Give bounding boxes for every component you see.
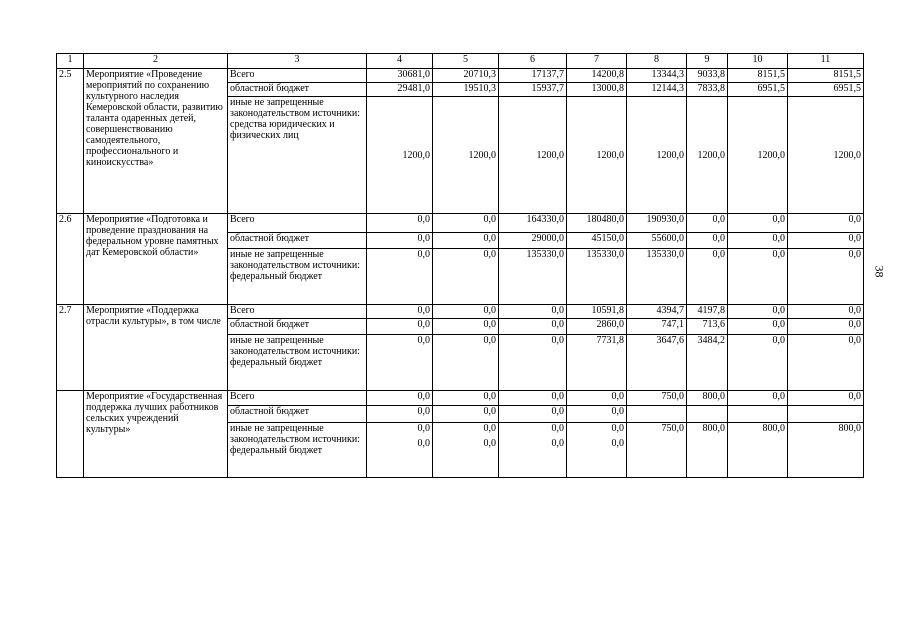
value-cell: 29481,0	[367, 83, 433, 97]
value-cell: 1200,0	[788, 97, 864, 214]
value-cell: 10591,8	[567, 305, 627, 319]
value-cell	[728, 406, 788, 423]
column-header: 10	[728, 54, 788, 69]
budget-table	[56, 53, 864, 478]
value-cell: 713,6	[687, 319, 728, 335]
value-cell: 1200,0	[433, 97, 499, 214]
value-cell: 0,0	[433, 249, 499, 305]
value-cell: 0,0	[367, 233, 433, 249]
value-cell: 8151,5	[728, 69, 788, 83]
funding-source: областной бюджет	[228, 319, 367, 335]
table-row	[57, 391, 864, 406]
value-cell: 2860,0	[567, 319, 627, 335]
column-header: 6	[499, 54, 567, 69]
value-cell: 0,0	[499, 305, 567, 319]
value-cell: 45150,0	[567, 233, 627, 249]
value-cell: 0,0	[433, 335, 499, 391]
value-cell: 180480,0	[567, 214, 627, 233]
value-cell: 750,0	[627, 423, 687, 478]
table-row	[57, 305, 864, 319]
value-cell: 0,0	[728, 391, 788, 406]
value-cell: 135330,0	[627, 249, 687, 305]
page-number: 38	[872, 265, 887, 278]
value-cell: 0,0	[367, 406, 433, 423]
column-header: 5	[433, 54, 499, 69]
value-cell: 800,0	[788, 423, 864, 478]
column-header: 7	[567, 54, 627, 69]
row-index: 2.6	[57, 214, 84, 305]
value-line: 0,0	[611, 438, 624, 449]
row-index: 2.5	[57, 69, 84, 214]
value-cell	[687, 406, 728, 423]
table-row	[57, 69, 864, 83]
funding-source: Всего	[228, 69, 367, 83]
value-cell: 0,0	[788, 233, 864, 249]
column-header: 2	[84, 54, 228, 69]
value-cell: 0,0	[687, 249, 728, 305]
value-cell: 8151,5	[788, 69, 864, 83]
funding-source: областной бюджет	[228, 233, 367, 249]
value-cell: 0,0	[367, 305, 433, 319]
value-cell: 0,0	[367, 249, 433, 305]
value-cell: 0,0	[499, 319, 567, 335]
column-header: 8	[627, 54, 687, 69]
table-row	[57, 214, 864, 233]
value-cell: 0,0	[499, 335, 567, 391]
column-header: 1	[57, 54, 84, 69]
funding-source: Всего	[228, 305, 367, 319]
value-cell: 0,0	[728, 214, 788, 233]
value-cell: 1200,0	[627, 97, 687, 214]
value-cell: 12144,3	[627, 83, 687, 97]
value-cell: 17137,7	[499, 69, 567, 83]
value-cell: 0,0	[433, 305, 499, 319]
value-cell: 0,0	[788, 335, 864, 391]
value-line: 0,0	[611, 423, 624, 434]
value-line: 0,0	[483, 438, 496, 449]
value-cell: 800,0	[687, 423, 728, 478]
funding-source: Всего	[228, 391, 367, 406]
activity-name: Мероприятие «Поддержка отрасли культуры», в том числе	[84, 305, 228, 391]
value-cell: 0,0	[788, 319, 864, 335]
activity-name: Мероприятие «Проведение мероприятий по сохранению культурного наследия Кемеровской области, развитию таланта одаренных детей, совершенствованию самодеятельного, профессионального и киноискусства»	[84, 69, 228, 214]
value-cell: 1200,0	[687, 97, 728, 214]
value-cell: 6951,5	[788, 83, 864, 97]
value-cell: 190930,0	[627, 214, 687, 233]
value-cell: 0,0	[433, 233, 499, 249]
column-header: 11	[788, 54, 864, 69]
value-cell: 7731,8	[567, 335, 627, 391]
value-cell: 3647,6	[627, 335, 687, 391]
funding-source: иные не запрещенные законодательством источники: федеральный бюджет	[228, 335, 367, 391]
value-cell	[499, 423, 567, 478]
value-cell	[367, 423, 433, 478]
value-cell: 15937,7	[499, 83, 567, 97]
value-cell: 55600,0	[627, 233, 687, 249]
value-cell: 13344,3	[627, 69, 687, 83]
activity-name: Мероприятие «Государственная поддержка лучших работников сельских учреждений культуры»	[84, 391, 228, 478]
value-cell: 0,0	[728, 249, 788, 305]
value-cell: 30681,0	[367, 69, 433, 83]
value-cell: 9033,8	[687, 69, 728, 83]
row-index	[57, 391, 84, 478]
value-cell: 0,0	[788, 214, 864, 233]
value-cell: 0,0	[433, 214, 499, 233]
value-cell: 0,0	[728, 233, 788, 249]
value-cell: 0,0	[433, 406, 499, 423]
value-cell: 0,0	[367, 214, 433, 233]
value-cell: 7833,8	[687, 83, 728, 97]
value-cell: 0,0	[499, 391, 567, 406]
funding-source: областной бюджет	[228, 83, 367, 97]
value-cell	[567, 423, 627, 478]
value-cell: 0,0	[687, 214, 728, 233]
value-cell: 800,0	[728, 423, 788, 478]
value-cell: 135330,0	[567, 249, 627, 305]
row-index: 2.7	[57, 305, 84, 391]
value-cell: 164330,0	[499, 214, 567, 233]
value-cell	[433, 423, 499, 478]
value-cell: 0,0	[728, 335, 788, 391]
value-cell	[788, 406, 864, 423]
column-header: 9	[687, 54, 728, 69]
value-cell: 0,0	[367, 319, 433, 335]
value-cell: 0,0	[367, 391, 433, 406]
value-cell: 3484,2	[687, 335, 728, 391]
value-line: 0,0	[417, 423, 430, 434]
value-cell: 0,0	[433, 319, 499, 335]
value-cell: 1200,0	[367, 97, 433, 214]
value-cell	[627, 406, 687, 423]
value-cell: 19510,3	[433, 83, 499, 97]
value-cell: 0,0	[728, 305, 788, 319]
value-cell: 4197,8	[687, 305, 728, 319]
value-cell: 0,0	[367, 335, 433, 391]
value-cell: 747,1	[627, 319, 687, 335]
funding-source: иные не запрещенные законодательством источники: средства юридических и физических лиц	[228, 97, 367, 214]
funding-source: областной бюджет	[228, 406, 367, 423]
value-cell: 20710,3	[433, 69, 499, 83]
value-cell: 1200,0	[728, 97, 788, 214]
value-cell: 135330,0	[499, 249, 567, 305]
value-cell: 14200,8	[567, 69, 627, 83]
value-cell: 800,0	[687, 391, 728, 406]
value-cell: 0,0	[567, 406, 627, 423]
value-cell: 13000,8	[567, 83, 627, 97]
value-cell: 0,0	[433, 391, 499, 406]
column-header: 3	[228, 54, 367, 69]
value-line: 0,0	[483, 423, 496, 434]
value-line: 0,0	[551, 438, 564, 449]
value-cell: 29000,0	[499, 233, 567, 249]
value-cell: 6951,5	[728, 83, 788, 97]
value-cell: 750,0	[627, 391, 687, 406]
value-cell: 0,0	[788, 305, 864, 319]
value-cell: 0,0	[567, 391, 627, 406]
value-cell: 0,0	[788, 249, 864, 305]
value-cell: 1200,0	[499, 97, 567, 214]
column-header: 4	[367, 54, 433, 69]
funding-source: Всего	[228, 214, 367, 233]
value-cell: 0,0	[499, 406, 567, 423]
value-line: 0,0	[417, 438, 430, 449]
value-cell: 4394,7	[627, 305, 687, 319]
value-cell: 0,0	[687, 233, 728, 249]
header-row	[57, 54, 864, 69]
activity-name: Мероприятие «Подготовка и проведение празднования на федеральном уровне памятных дат Кемеровской области»	[84, 214, 228, 305]
value-cell: 1200,0	[567, 97, 627, 214]
value-line: 0,0	[551, 423, 564, 434]
funding-source: иные не запрещенные законодательством источники: федеральный бюджет	[228, 249, 367, 305]
funding-source: иные не запрещенные законодательством источники: федеральный бюджет	[228, 423, 367, 478]
value-cell: 0,0	[788, 391, 864, 406]
value-cell: 0,0	[728, 319, 788, 335]
